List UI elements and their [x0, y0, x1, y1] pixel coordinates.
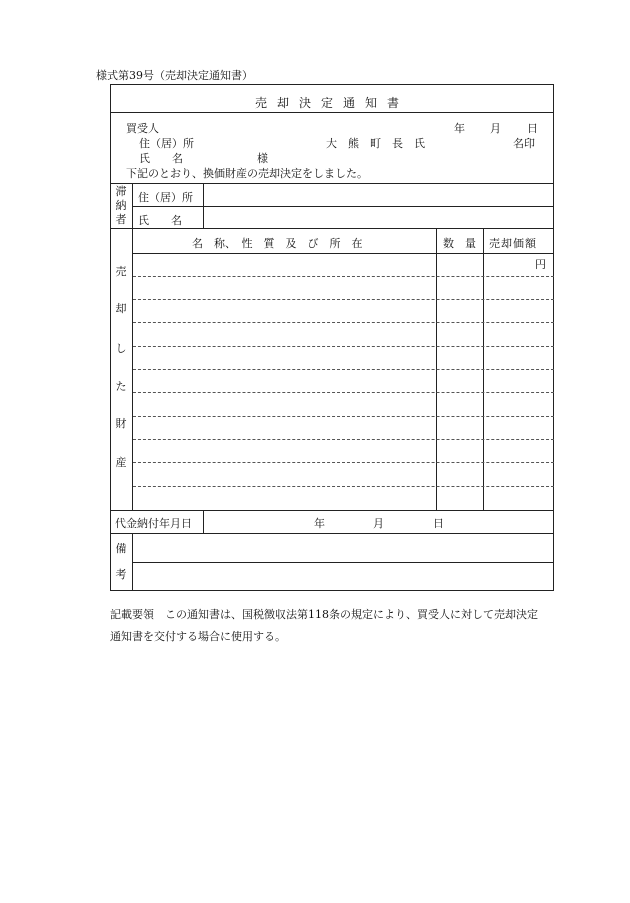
form-title: 売却決定通知書	[254, 96, 409, 110]
property-side-char-5: 財	[115, 417, 127, 430]
property-side-char-1: 売	[115, 265, 127, 278]
property-row-line	[133, 392, 554, 393]
buyer-address-label: 住（居）所	[139, 137, 194, 150]
property-row-line	[133, 462, 554, 463]
payment-date-label: 代金納付年月日	[115, 517, 192, 530]
property-side-char-3: し	[115, 342, 127, 355]
divider-remarks-mid	[132, 562, 554, 563]
date-month: 月	[490, 122, 501, 135]
payment-vline	[203, 510, 204, 533]
delinquent-name-label: 氏 名	[138, 214, 182, 227]
remarks-char-1: 備	[115, 542, 127, 555]
date-year: 年	[454, 122, 465, 135]
delinquent-char-3: 者	[115, 213, 127, 226]
note-line-1: 記載要領 この通知書は、国税徴収法第118条の規定により、買受人に対して売却決定	[110, 608, 538, 621]
divider-delinquent-bottom	[110, 228, 554, 229]
remarks-char-2: 考	[115, 568, 127, 581]
property-side-char-4: た	[115, 380, 127, 393]
delinquent-char-2: 納	[115, 199, 127, 212]
property-row-line	[133, 322, 554, 323]
buyer-label: 買受人	[126, 122, 159, 135]
delinquent-address-label: 住（居）所	[138, 191, 193, 204]
note-line-2: 通知書を交付する場合に使用する。	[110, 630, 286, 643]
property-row-line	[133, 416, 554, 417]
property-row-line	[133, 369, 554, 370]
divider-header	[110, 183, 554, 184]
payment-month: 月	[373, 517, 384, 530]
divider-payment-bottom	[110, 533, 554, 534]
divider-property-header	[132, 253, 554, 254]
date-day: 日	[527, 122, 538, 135]
divider-title	[110, 112, 554, 113]
delinquent-char-1: 滞	[115, 185, 127, 198]
yen-unit: 円	[535, 258, 546, 271]
buyer-name-label: 氏 名	[139, 152, 183, 165]
property-row-line	[133, 439, 554, 440]
payment-year: 年	[314, 517, 325, 530]
property-row-line	[133, 346, 554, 347]
form-number-label: 様式第39号（売却決定通知書）	[96, 69, 253, 82]
column-header-quantity: 数 量	[443, 237, 476, 250]
issuer-name: 大 熊 町 長 氏	[326, 137, 425, 150]
property-side-char-2: 却	[115, 302, 127, 315]
notice-text: 下記のとおり、換価財産の売却決定をしました。	[126, 167, 368, 180]
property-row-line	[133, 276, 554, 277]
divider-property-bottom	[110, 510, 554, 511]
property-row-line	[133, 299, 554, 300]
honorific-sama: 様	[257, 152, 268, 165]
property-side-char-6: 産	[115, 456, 127, 469]
seal-label: 名印	[513, 137, 535, 150]
payment-day: 日	[433, 517, 444, 530]
column-header-price: 売却価額	[489, 237, 537, 250]
divider-delinquent-mid	[132, 206, 554, 207]
column-header-name: 名 称、 性 質 及 び 所 在	[192, 237, 363, 250]
property-row-line	[133, 486, 554, 487]
